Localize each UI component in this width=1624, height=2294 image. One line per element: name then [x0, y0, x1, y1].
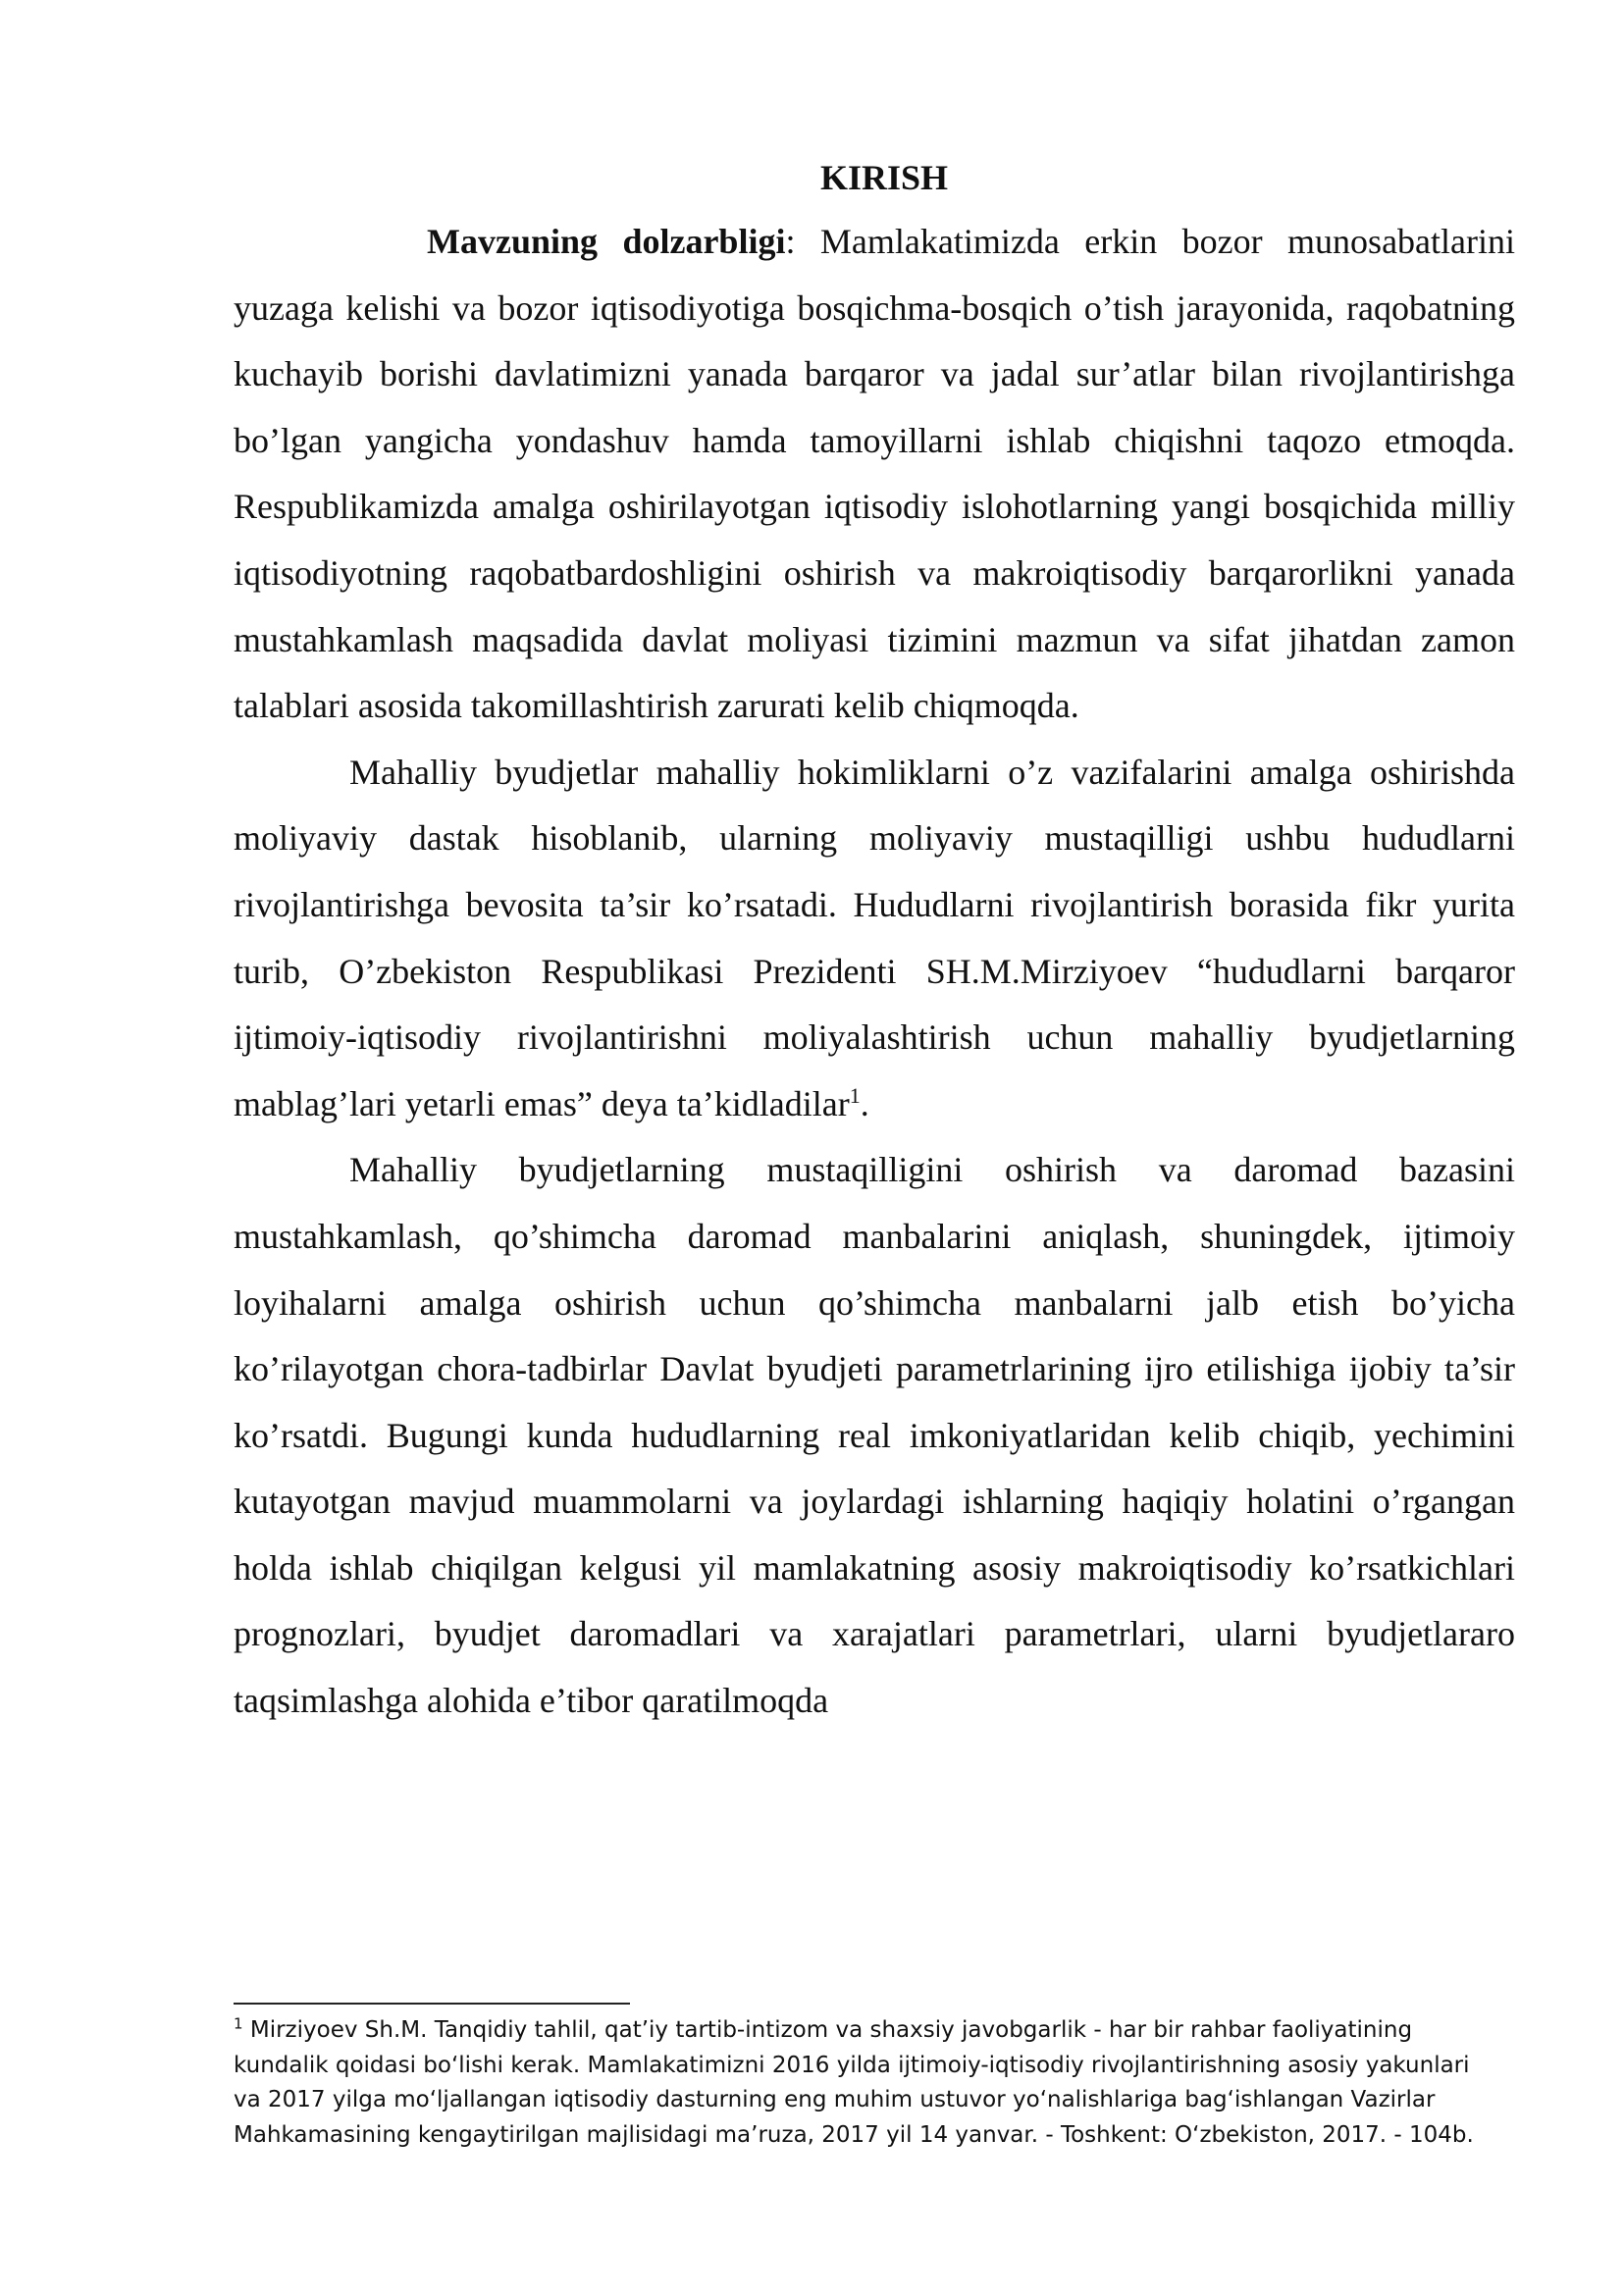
- footnote-separator: [234, 2003, 630, 2005]
- paragraph-2-end: .: [860, 1083, 869, 1123]
- footnote-number: 1: [234, 2014, 243, 2033]
- document-page: [234, 147, 1515, 1735]
- relevance-heading: Mavzuning dolzarbligi: [427, 222, 786, 261]
- page-title: KIRISH: [819, 158, 949, 197]
- footnote-text: Mirziyoev Sh.M. Tanqidiy tahlil, qat’iy tartib-intizom va shaxsiy javobgarlik - har bir rahbar faoliyatining kundalik qoidasi bo‘lishi kerak. Mamlakatimizni 2016 yilda ijtimoiy-iqtisodiy rivojlantirishning asosiy yakunlari va 2017 yilga mo‘ljallangan iqtisodiy dasturning eng muhim ustuvor yo‘nalishlariga bag‘ishlangan Vazirlar Mahkamasining kengaytirilgan majlisidagi ma’ruza, 2017 yil 14 yanvar. - Toshkent: O‘zbekiston, 2017. - 104b.: [234, 2017, 1474, 2148]
- footnote-reference[interactable]: 1: [849, 1082, 861, 1108]
- paragraph-local-budgets: [234, 740, 1515, 1138]
- paragraph-3-text: Mahalliy byudjetlarning mustaqilligini oshirish va daromad bazasini mustahkamlash, qo’shimcha daromad manbalarini aniqlash, shuningdek, ijtimoiy loyihalarni amalga oshirish uchun qo’shimcha manbalarni jalb etish bo’yicha ko’rilayotgan chora-tadbirlar Davlat byudjeti parametrlarining ijro etilishiga ijobiy ta’sir ko’rsatdi. Bugungi kunda hududlarning real imkoniyatlaridan kelib chiqib, yechimini kutayotgan mavjud muammolarni va joylardagi ishlarning haqiqiy holatini o’rgangan holda ishlab chiqilgan kelgusi yil mamlakatning asosiy makroiqtisodiy ko’rsatkichlari prognozlari, byudjet daromadlari va xarajatlari parametrlari, ularni byudjetlararo taqsimlashga alohida e’tibor qaratilmoqda: [234, 1150, 1515, 1721]
- paragraph-1-text: Mamlakatimizda erkin bozor munosabatlarini yuzaga kelishi va bozor iqtisodiyotiga bosqichma-bosqich o’tish jarayonida, raqobatning kuchayib borishi davlatimizni yanada barqaror va jadal sur’atlar bilan rivojlantirishga bo’lgan yangicha yondashuv hamda tamoyillarni ishlab chiqishni taqozo etmoqda. Respublikamizda amalga oshirilayotgan iqtisodiy islohotlarning yangi bosqichida milliy iqtisodiyotning raqobatbardoshligini oshirish va makroiqtisodiy barqarorlikni yanada mustahkamlash maqsadida davlat moliyasi tizimini mazmun va sifat jihatdan zamon talablari asosida takomillashtirish zarurati kelib chiqmoqda.: [234, 222, 1516, 726]
- paragraph-budget-independence: [234, 1137, 1515, 1734]
- paragraph-relevance: [234, 209, 1515, 740]
- relevance-colon: :: [785, 222, 796, 261]
- paragraph-2-text: Mahalliy byudjetlar mahalliy hokimliklarni o’z vazifalarini amalga oshirishda moliyaviy dastak hisoblanib, ularning moliyaviy mustaqilligi ushbu hududlarni rivojlantirishga bevosita ta’sir ko’rsatadi. Hududlarni rivojlantirish borasida fikr yurita turib, O’zbekiston Respublikasi Prezidenti SH.M.Mirziyoev “hududlarni barqaror ijtimoiy-iqtisodiy rivojlantirishni moliyalashtirish uchun mahalliy byudjetlarning mablag’lari yetarli emas” deya ta’kidladilar: [234, 752, 1515, 1123]
- footnote: [234, 2013, 1499, 2153]
